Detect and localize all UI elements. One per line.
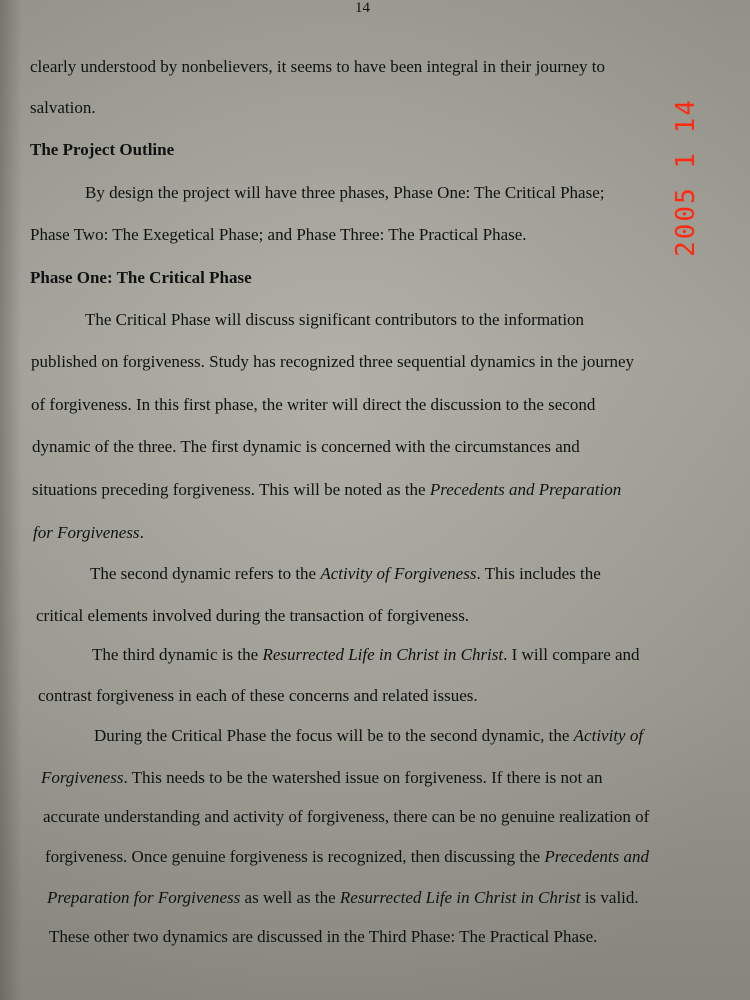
italic-term: Resurrected Life in Christ in Christ — [262, 645, 504, 664]
italic-term: Forgiveness — [41, 768, 124, 787]
body-line: Phase Two: The Exegetical Phase; and Phase Three: The Practical Phase. — [30, 225, 527, 244]
italic-term: Precedents and — [544, 847, 649, 866]
text-run: The third dynamic is the — [92, 645, 263, 664]
text-run: . — [139, 523, 144, 542]
body-line: salvation. — [30, 98, 96, 117]
body-line: The Critical Phase will discuss significant contributors to the information — [85, 310, 585, 329]
body-line: published on forgiveness. Study has recognized three sequential dynamics in the journey — [31, 352, 635, 371]
text-run: is valid. — [580, 888, 639, 907]
body-line — [90, 564, 601, 584]
page-edge-shadow — [0, 0, 22, 1000]
text-run: situations preceding forgiveness. This will be noted as the — [32, 480, 430, 499]
italic-term: Resurrected Life in Christ in Christ — [339, 888, 581, 907]
body-line: contrast forgiveness in each of these concerns and related issues. — [38, 686, 478, 705]
body-line: of forgiveness. In this first phase, the writer will direct the discussion to the second — [31, 395, 596, 414]
page-number: 14 — [355, 0, 370, 16]
body-line — [33, 523, 144, 543]
italic-term: Activity of Forgiveness — [320, 564, 477, 583]
italic-term: Precedents and Preparation — [429, 480, 622, 499]
body-line: clearly understood by nonbelievers, it seems to have been integral in their journey to — [30, 57, 605, 76]
text-run: . This needs to be the watershed issue on forgiveness. If there is not an — [123, 768, 603, 787]
body-line: These other two dynamics are discussed in the Third Phase: The Practical Phase. — [49, 927, 598, 946]
text-run: as well as the — [240, 888, 340, 907]
date-stamp-text: 2005 1 14 — [671, 98, 701, 257]
body-line — [92, 645, 640, 665]
text-run: forgiveness. Once genuine forgiveness is recognized, then discussing the — [45, 847, 545, 866]
body-line — [45, 847, 649, 867]
italic-term: for Forgiveness — [33, 523, 140, 542]
body-line: critical elements involved during the transaction of forgiveness. — [36, 606, 470, 625]
body-line — [47, 888, 639, 908]
body-line — [32, 480, 621, 500]
body-line: dynamic of the three. The first dynamic is concerned with the circumstances and — [32, 437, 580, 456]
date-stamp — [541, 98, 701, 257]
text-run: During the Critical Phase the focus will be to the second dynamic, the — [94, 726, 574, 745]
section-heading-project-outline: The Project Outline — [30, 140, 175, 159]
body-line: accurate understanding and activity of forgiveness, there can be no genuine realization of — [43, 807, 650, 826]
italic-term: Activity of — [573, 726, 644, 745]
text-run: The second dynamic refers to the — [90, 564, 321, 583]
text-run: . I will compare and — [503, 645, 640, 664]
italic-term: Preparation for Forgiveness — [47, 888, 241, 907]
body-line — [41, 768, 603, 788]
body-line — [94, 726, 643, 746]
body-line: By design the project will have three phases, Phase One: The Critical Phase; — [85, 183, 605, 202]
text-run: . This includes the — [476, 564, 601, 583]
section-heading-phase-one: Phase One: The Critical Phase — [30, 268, 252, 287]
